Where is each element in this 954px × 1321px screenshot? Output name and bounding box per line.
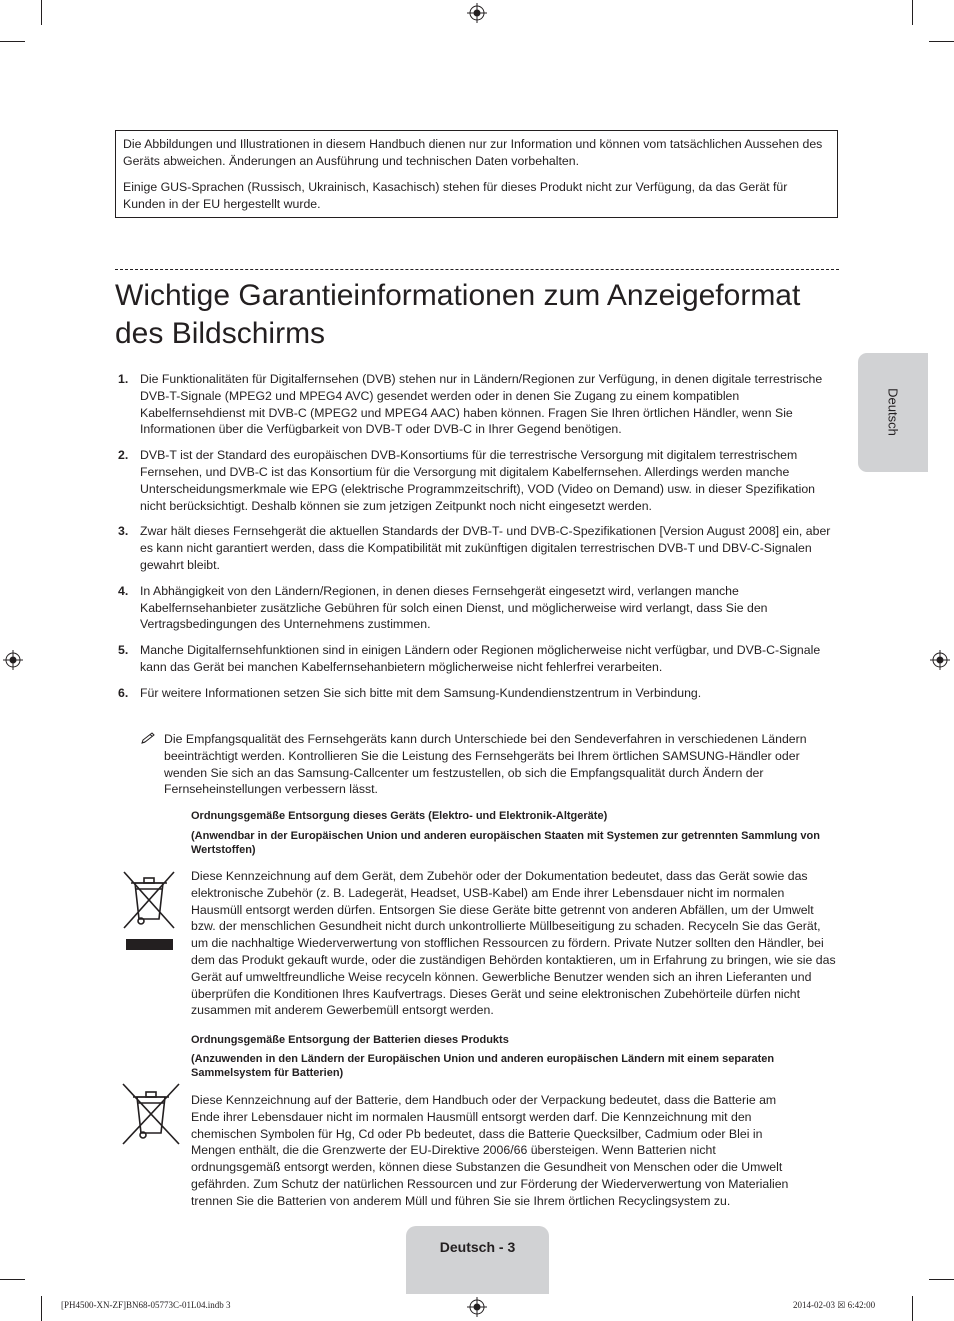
section-title: Wichtige Garantieinformationen zum Anzeigeformat des Bildschirms <box>115 279 801 350</box>
list-item <box>115 371 833 438</box>
crop-mark <box>0 1279 25 1280</box>
language-tab-label: Deutsch <box>885 388 901 436</box>
section-divider <box>115 269 839 270</box>
registration-mark-icon <box>3 650 23 670</box>
note-block <box>140 731 834 798</box>
item-text: Die Funktionalitäten für Digitalfernsehen (DVB) stehen nur in Ländern/Regionen zur Verfügung, in denen digitale terrestrische DVB-T-Signale (MPEG2 und MPEG4 AVC) gesendet werden oder in denen Sie Zugang zu einem kompatiblen Kabelfernsehdienst mit DVB-C (MPEG2 und MPEG4 AAC) haben können. Fragen Sie Ihren örtlichen Händler, wenn Sie Informationen über die Verfügbarkeit von DVB-T oder DVB-C in Ihrer Gegend benötigen. <box>140 372 823 437</box>
item-text: In Abhängigkeit von den Ländern/Regionen, in denen dieses Fernsehgerät eingesetzt wird, verlangen manche Kabelfernsehanbieter zusätzliche Gebühren für solch einen Dienst, und möglicherweise wird verlangt, dass Sie den Vertragsbedingungen des Unternehmens zustimmen. <box>140 583 768 632</box>
disposal-device-subheading: (Anwendbar in der Europäischen Union und anderen europäischen Staaten mit Systemen zur getrennten Sammlung von Wertstoffen) <box>191 830 820 856</box>
item-text: DVB-T ist der Standard des europäischen DVB-Konsortiums für die terrestrische Versorgung mit digitalem terrestrischem Fernsehen, und DVB-C ist das Konsortium für die Versorgung mit digitalem Kabelfernsehen. Allerdings werden manche Unterscheidungsmerkmale wie EPG (elektrische Programmzeitschrift), VOD (Video on Demand) usw. in dieser Spezifikation nicht berücksichtigt. Deshalb können sie zum jetzigen Zeitpunkt noch nicht eingesetzt werden. <box>140 448 816 513</box>
registration-mark-icon <box>467 1297 487 1317</box>
list-item <box>115 447 833 514</box>
item-text: Zwar hält dieses Fernsehgerät die aktuellen Standards der DVB-T- und DVB-C-Spezifikationen [Version August 2008] ein, aber es kann nicht garantiert werden, dass die Kompatibilität mit zukünftigen digitalen terrestrischen DVB-T und DBV-C-Signalen gewahrt bleibt. <box>140 524 831 572</box>
crop-mark <box>41 0 42 25</box>
pencil-note-icon <box>140 731 158 745</box>
item-number: 4. <box>118 583 129 598</box>
disposal-battery-subheading: (Anzuwenden in den Ländern der Europäischen Union und anderen europäischen Ländern mit einem separaten Sammelsystem für Batterien) <box>191 1053 775 1079</box>
page-number-label: Deutsch - 3 <box>439 1239 516 1255</box>
crop-mark <box>41 1296 42 1321</box>
item-number: 5. <box>118 643 129 658</box>
crop-mark <box>0 41 25 42</box>
item-text: Für weitere Informationen setzen Sie sich bitte mit dem Samsung-Kundendienstzentrum in Verbindung. <box>140 685 702 700</box>
language-tab <box>858 353 928 472</box>
notice-paragraph: Einige GUS-Sprachen (Russisch, Ukrainisch, Kasachisch) stehen für dieses Produkt nicht zur Verfügung, da das Gerät für Kunden in der EU hergestellt wurde. <box>123 180 788 211</box>
crop-mark <box>912 1296 913 1321</box>
print-slug-file: [PH4500-XN-ZF]BN68-05773C-01L04.indb 3 <box>61 1300 231 1310</box>
list-item <box>115 583 833 633</box>
item-number: 6. <box>118 685 129 700</box>
crossed-bin-icon <box>121 869 177 953</box>
disposal-device-body: Diese Kennzeichnung auf dem Gerät, dem Zubehör oder der Dokumentation bedeutet, dass das Gerät sowie das elektronische Zubehör (z. B. Ladegerät, Headset, USB-Kabel) am Ende ihrer Lebensdauer nicht im normalen Hausmüll entsorgt werden dürfen. Entsorgen Sie diese Geräte bitte getrennt von anderen Abfällen, um der Umwelt bzw. der menschlichen Gesundheit nicht durch unkontrollierte Müllbeseitigung zu schaden. Recyceln Sie das Gerät, um die nachhaltige Wiederverwertung von stofflichen Ressourcen zu fördern. Private Nutzer sollten den Händler, bei dem das Produkt gekauft wurde, oder die zuständigen Behörden kontaktieren, um in Erfahrung zu bringen, wie sie das Gerät auf umweltfreundliche Weise recyceln können. Gewerbliche Benutzer wenden sich an ihren Lieferanten und überprüfen die Konditionen Ihres Kaufvertrags. Dieses Gerät und seine elektronischen Zubehörteile dürfen nicht zusammen mit anderem Gewerbemüll entsorgt werden. <box>191 869 836 1018</box>
item-number: 3. <box>118 524 129 539</box>
note-text: Die Empfangsqualität des Fernsehgeräts kann durch Unterschiede bei den Sendeverfahren in verschiedenen Ländern beeinträchtigt werden. Kontrollieren Sie die Leistung des Fernsehgeräts bei Ihrem örtlichen SAMSUNG-Händler oder wenden Sie sich an das Samsung-Callcenter um festzustellen, ob sich die Empfangsqualität durch Ändern der Fernseheinstellungen verbessern lässt. <box>164 732 807 797</box>
list-item <box>115 685 833 702</box>
crop-mark <box>929 1279 954 1280</box>
notice-box <box>115 130 838 218</box>
registration-mark-icon <box>930 650 950 670</box>
disposal-battery-heading: Ordnungsgemäße Entsorgung der Batterien dieses Produkts <box>191 1034 509 1046</box>
registration-mark-icon <box>467 3 487 23</box>
disposal-device-heading: Ordnungsgemäße Entsorgung dieses Geräts (Elektro- und Elektronik-Altgeräte) <box>191 810 608 822</box>
item-number: 1. <box>118 372 129 386</box>
crop-mark <box>912 0 913 25</box>
item-number: 2. <box>118 448 129 463</box>
notice-paragraph: Die Abbildungen und Illustrationen in diesem Handbuch dienen nur zur Information und können vom tatsächlichen Aussehen des Geräts abweichen. Änderungen an Ausführung und technischen Daten vorbehalten. <box>123 137 823 168</box>
disposal-battery-body: Diese Kennzeichnung auf der Batterie, dem Handbuch oder der Verpackung bedeutet, dass die Batterie am Ende ihrer Lebensdauer nicht im normalen Hausmüll entsorgt werden darf. Die Kennzeichnung mit den chemischen Symbolen für Hg, Cd oder Pb bedeutet, dass die Batterie Quecksilber, Cadmium oder Blei in Mengen enthält, die die Grenzwerte der EU-Direktive 2006/66 übersteigen. Wenn Batterien nicht ordnungsgemäß entsorgt werden, können diese Substanzen die Gesundheit von Menschen oder die Umwelt gefährden. Zum Schutz der natürlichen Ressourcen und zur Förderung der Wiederverwertung von Materialien trennen Sie die Batterien von anderem Müll und führen Sie sie Ihrem örtlichen Recyclingsystem zu. <box>191 1093 789 1208</box>
print-slug-date: 2014-02-03 ☒ 6:42:00 <box>793 1300 876 1310</box>
list-item <box>115 523 833 573</box>
list-item <box>115 642 833 676</box>
crossed-bin-icon <box>120 1081 182 1147</box>
page-number-tab <box>406 1226 549 1294</box>
crop-mark <box>929 41 954 42</box>
warranty-list <box>115 371 833 711</box>
item-text: Manche Digitalfernsehfunktionen sind in einigen Ländern oder Regionen möglicherweise nicht verfügbar, und DVB-C-Signale kann das Gerät bei manchen Kabelfernsehanbietern möglicherweise nicht fehlerfrei verarbeiten. <box>140 643 821 674</box>
